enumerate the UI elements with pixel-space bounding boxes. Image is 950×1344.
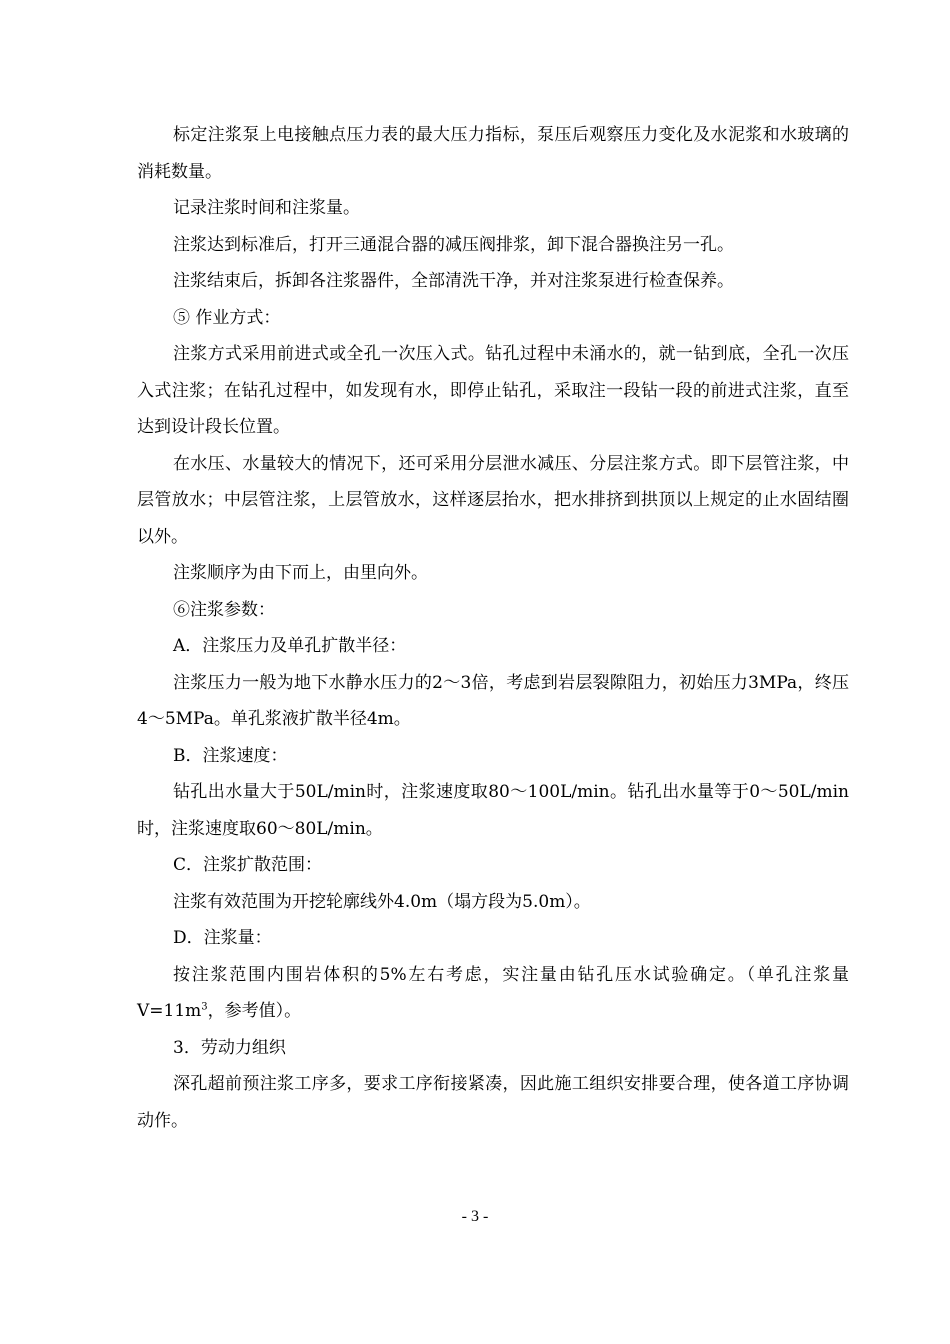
heading-grouting-parameters: ⑥注浆参数： (173, 599, 275, 620)
paragraph-cleanup: 注浆结束后，拆卸各注浆器件，全部清洗干净，并对注浆泵进行检查保养。 (173, 271, 734, 291)
paragraph-grouting-method: 注浆方式采用前进式或全孔一次压入式。钻孔过程中未涌水的，就一钻到底，全孔一次压入式注浆；在钻孔过程中，如发现有水，即停止钻孔，采取注一段钻一段的前进式注浆，直至达到设计段长位置。 (137, 344, 849, 437)
paragraph-diffusion-range: 注浆有效范围为开挖轮廓线外4.0m（塌方段为5.0m）。 (173, 891, 591, 912)
paragraph-layered-grouting: 在水压、水量较大的情况下，还可采用分层泄水减压、分层注浆方式。即下层管注浆，中层管放水；中层管注浆，上层管放水，这样逐层抬水，把水排挤到拱顶以上规定的止水固结圈以外。 (137, 453, 849, 547)
paragraph-grouting-speed: 钻孔出水量大于50L/min时，注浆速度取80～100L/min。钻孔出水量等于0～50L/min时，注浆速度取60～80L/min。 (137, 782, 849, 839)
volume-superscript: 3 (201, 1001, 208, 1013)
paragraph-pressure-gauge: 标定注浆泵上电接触点压力表的最大压力指标，泵压后观察压力变化及水泥浆和水玻璃的消耗数量。 (137, 125, 849, 182)
heading-grouting-speed: B．注浆速度： (173, 745, 288, 766)
page-number: - 3 - (461, 1208, 489, 1225)
paragraph-pressure-radius: 注浆压力一般为地下水静水压力的2～3倍，考虑到岩层裂隙阻力，初始压力3MPa，终压4～5MPa。单孔浆液扩散半径4m。 (137, 672, 849, 729)
paragraph-grouting-volume (137, 957, 849, 1030)
heading-pressure-radius: A．注浆压力及单孔扩散半径： (173, 636, 407, 656)
heading-diffusion-range: C．注浆扩散范围： (173, 855, 323, 875)
heading-labor-organization: 3．劳动力组织 (173, 1037, 286, 1058)
heading-grouting-volume: D．注浆量： (173, 928, 272, 948)
volume-text: 按注浆范围内围岩体积的5%左右考虑，实注量由钻孔压水试验确定。（单孔注浆量V=11m (137, 964, 849, 1021)
paragraph-record: 记录注浆时间和注浆量。 (173, 198, 360, 218)
volume-text-tail: ，参考值）。 (207, 1001, 302, 1021)
body-text (137, 117, 849, 1139)
heading-work-method: ⑤ 作业方式： (173, 307, 281, 328)
paragraph-standard-reached: 注浆达到标准后，打开三通混合器的减压阀排浆，卸下混合器换注另一孔。 (173, 234, 734, 255)
paragraph-grouting-order: 注浆顺序为由下而上，由里向外。 (173, 563, 428, 583)
paragraph-labor-organization: 深孔超前预注浆工序多，要求工序衔接紧凑，因此施工组织安排要合理，使各道工序协调动作。 (137, 1074, 849, 1131)
